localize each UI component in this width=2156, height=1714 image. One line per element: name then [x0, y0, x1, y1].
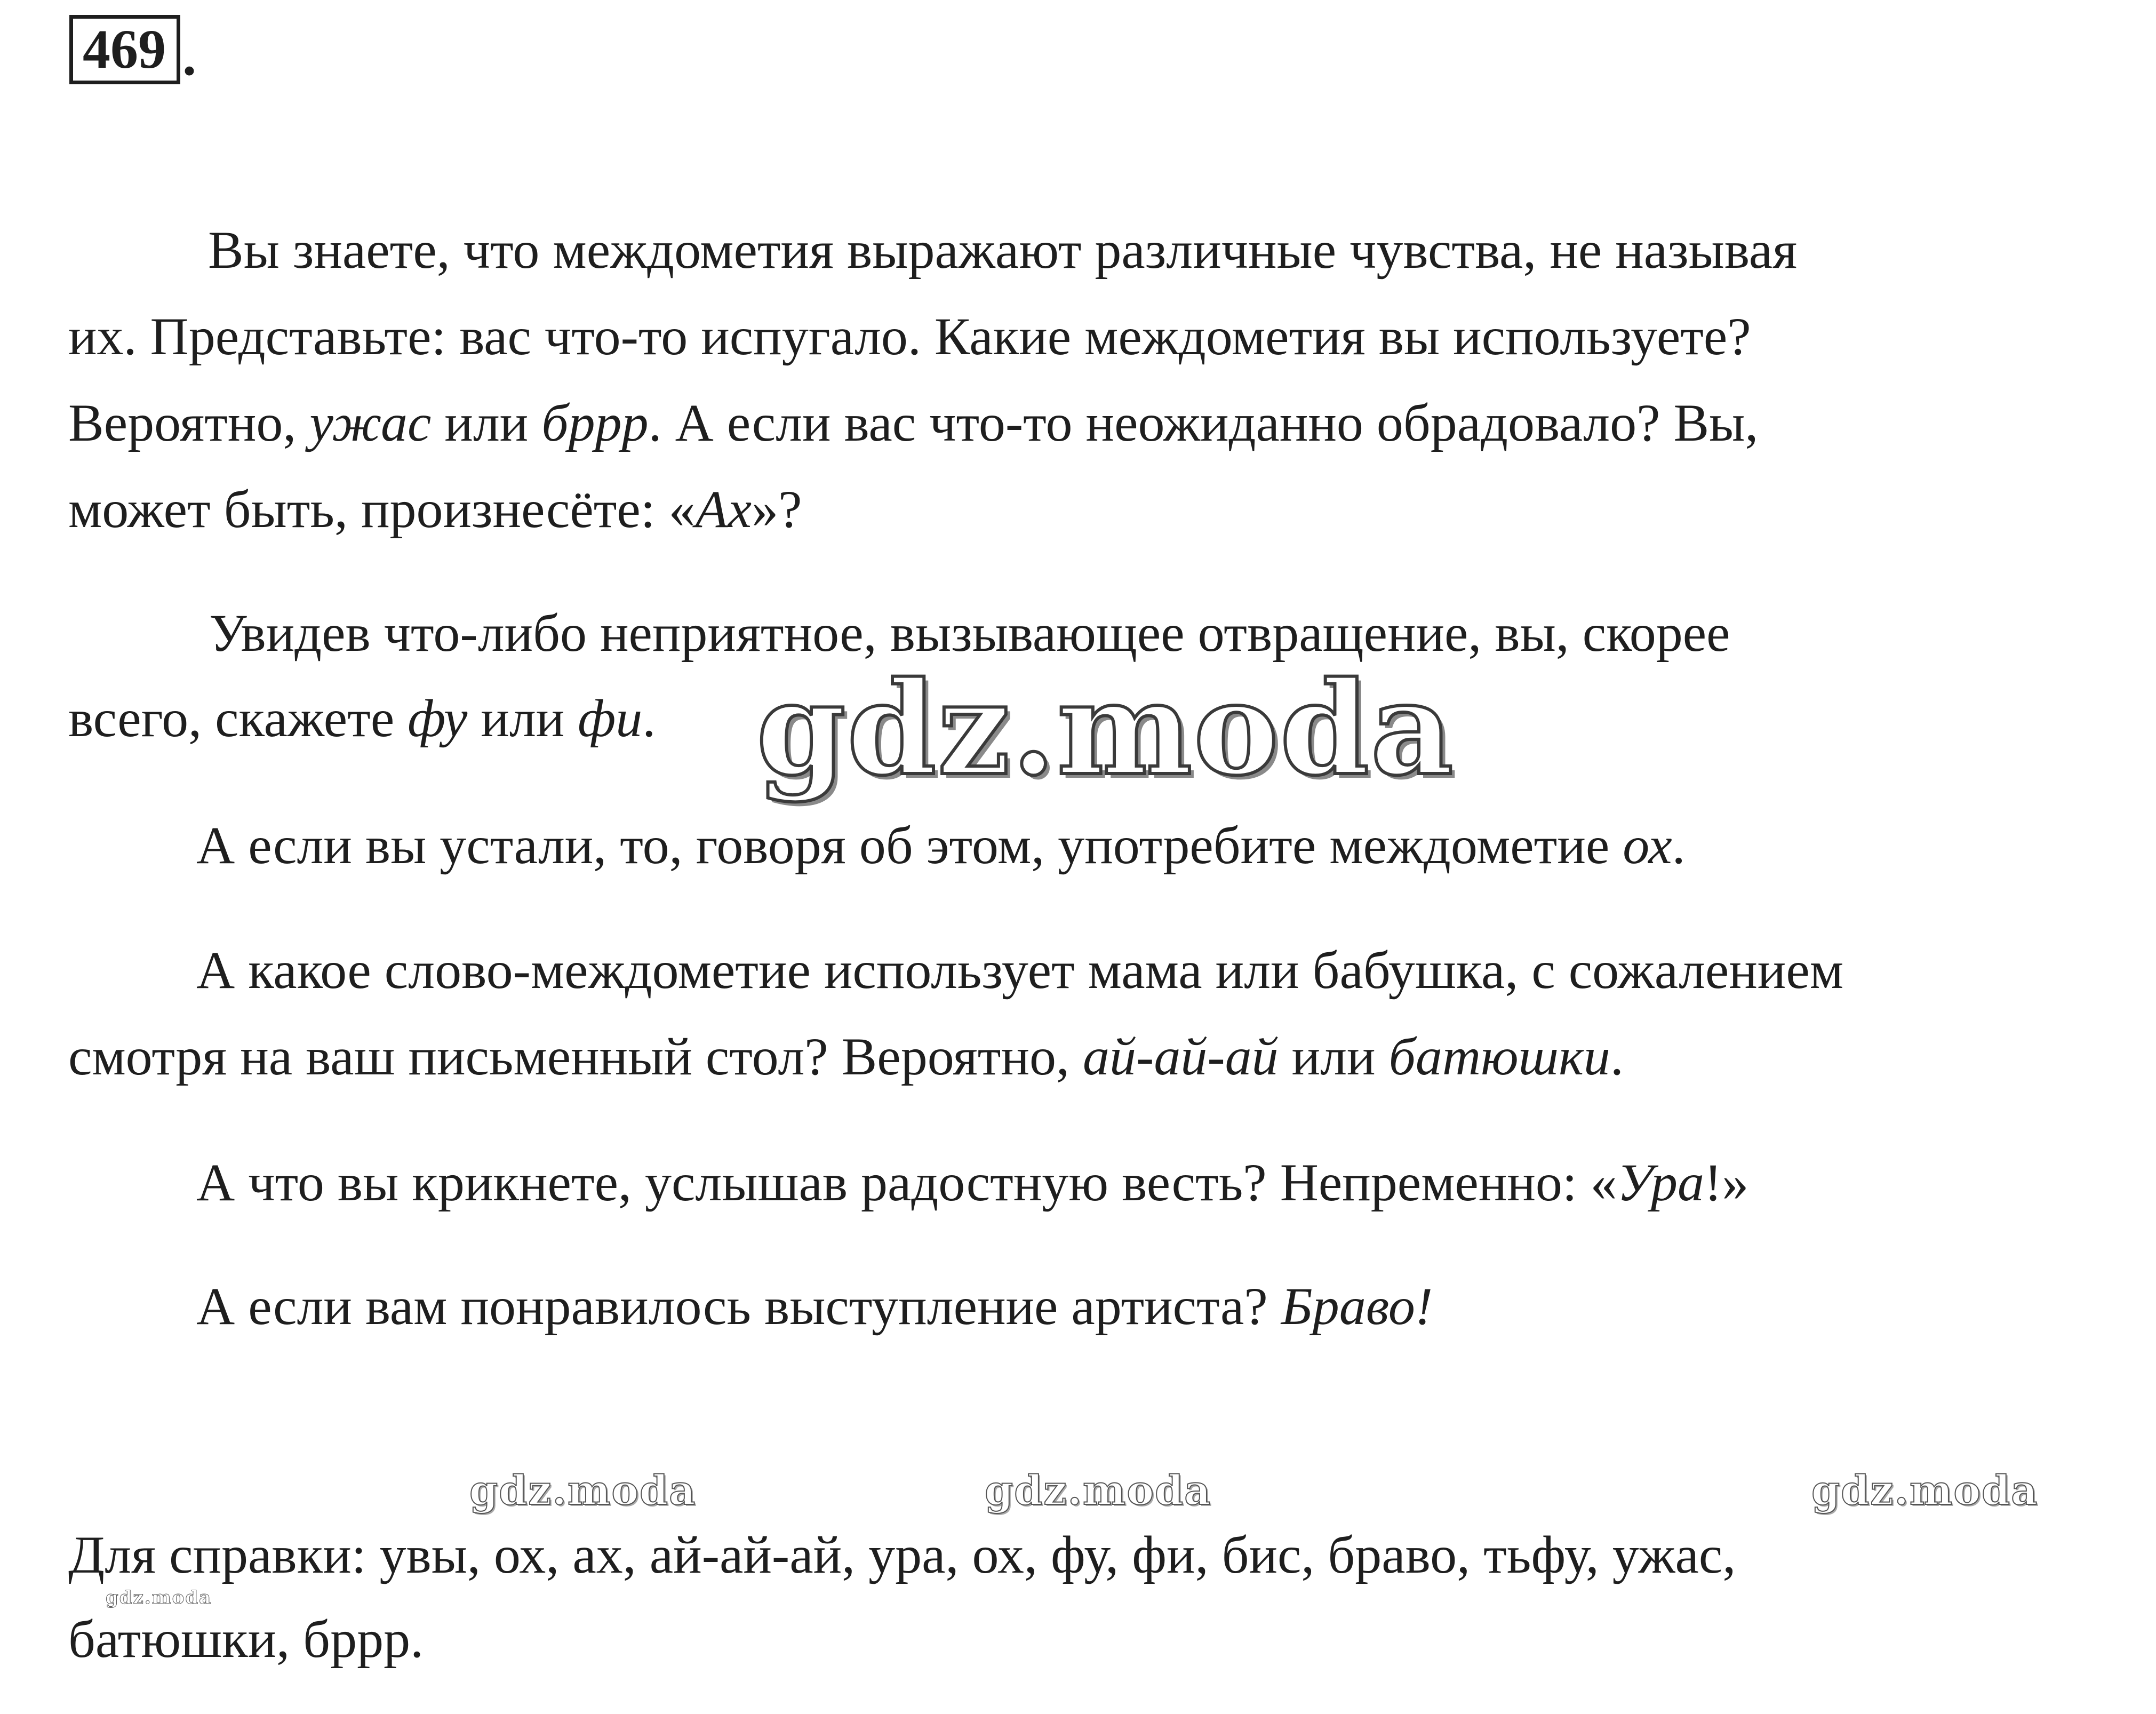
text-span: может быть, произнесёте: «: [68, 480, 696, 539]
paragraph-4-line-1: [196, 928, 1843, 1013]
italic-interjection: батюшки: [1388, 1027, 1610, 1086]
text-span: .: [1610, 1027, 1624, 1086]
exercise-number: [69, 15, 196, 87]
text-span: .: [1672, 816, 1686, 875]
paragraph-6-line-1: [196, 1264, 1433, 1349]
text-span: А что вы крикнете, услышав радостную весть? Непременно: «: [196, 1153, 1617, 1212]
text-span: или: [431, 393, 542, 452]
text-span: Вероятно,: [68, 393, 310, 452]
text-span: всего, скажете: [68, 689, 408, 748]
reference-line-2: [68, 1597, 424, 1681]
text-span: смотря на ваш письменный стол? Вероятно,: [68, 1027, 1083, 1086]
text-span: . А если вас что-то неожиданно обрадовало? Вы,: [648, 393, 1759, 452]
italic-interjection: ай-ай-ай: [1083, 1027, 1279, 1086]
watermark-small-3: gdz.moda: [1811, 1466, 2039, 1514]
italic-interjection: бppp: [541, 393, 649, 452]
paragraph-1-line-4: [68, 467, 802, 552]
text-span: Вы знаете, что междометия выражают различные чувства, не называя: [208, 220, 1798, 280]
paragraph-2-line-2: [68, 676, 656, 761]
paragraph-1-line-2: [68, 294, 1751, 379]
italic-interjection: ужас: [309, 393, 432, 452]
text-span: А если вы устали, то, говоря об этом, употребите междометие: [196, 816, 1623, 875]
exercise-number-dot: .: [182, 26, 196, 87]
italic-interjection: фи: [578, 689, 643, 748]
italic-interjection: ох: [1623, 816, 1672, 875]
text-span: Увидев что-либо неприятное, вызывающее отвращение, вы, скорее: [209, 603, 1730, 663]
watermark-large: gdz.moda: [756, 653, 1455, 804]
paragraph-1-line-3: [68, 381, 1758, 465]
exercise-number-box: 469: [69, 15, 180, 84]
text-span: или: [467, 689, 578, 748]
italic-interjection: Ура: [1617, 1153, 1704, 1212]
text-span: .: [642, 689, 656, 748]
text-span: батюшки, бppp.: [68, 1609, 424, 1669]
text-span: Для справки: увы, ох, ах, ай-ай-ай, ура, ох, фу, фи, бис, браво, тьфу, ужас,: [68, 1525, 1736, 1584]
paragraph-1-line-1: [208, 208, 1797, 292]
italic-interjection: Браво!: [1281, 1277, 1433, 1336]
text-span: А если вам понравилось выступление артиста?: [196, 1277, 1281, 1336]
italic-interjection: фу: [408, 689, 468, 748]
italic-interjection: Ах: [695, 480, 752, 539]
paragraph-5-line-1: [196, 1141, 1748, 1225]
paragraph-3-line-1: [196, 803, 1686, 888]
text-span: или: [1278, 1027, 1389, 1086]
text-span: »?: [752, 480, 802, 539]
watermark-tiny: gdz.moda: [106, 1587, 212, 1608]
text-span: их. Представьте: вас что-то испугало. Какие междометия вы используете?: [68, 307, 1751, 366]
paragraph-4-line-2: [68, 1015, 1624, 1099]
watermark-small-1: gdz.moda: [469, 1466, 697, 1514]
watermark-small-2: gdz.moda: [985, 1466, 1212, 1514]
reference-line-1: [68, 1513, 1736, 1597]
text-span: !»: [1704, 1153, 1749, 1212]
text-span: А какое слово-междометие использует мама или бабушка, с сожалением: [196, 940, 1843, 1000]
